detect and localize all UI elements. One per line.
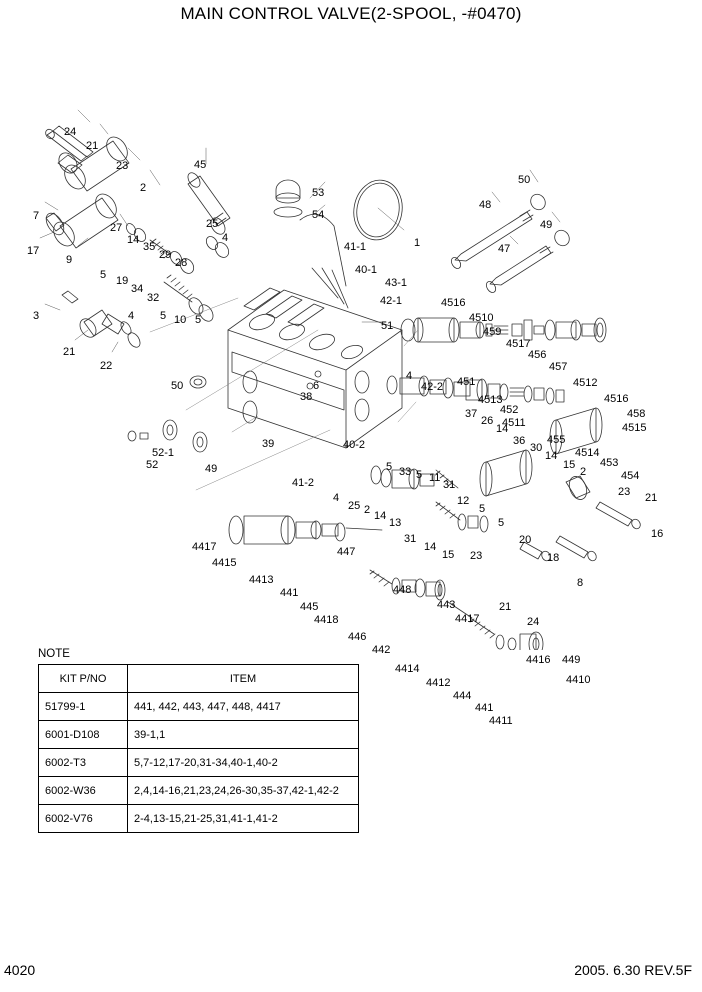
- part-callout: 459: [483, 326, 502, 338]
- part-callout: 448: [393, 584, 412, 596]
- part-callout: 14: [424, 541, 437, 553]
- part-callout: 7: [33, 210, 40, 222]
- part-callout: 2: [140, 182, 147, 194]
- part-callout: 454: [621, 470, 640, 482]
- part-callout: 2: [580, 466, 587, 478]
- part-callout: 40-2: [343, 439, 366, 451]
- part-callout: 41-1: [344, 241, 367, 253]
- part-callout: 449: [562, 654, 581, 666]
- part-callout: 5: [160, 310, 167, 322]
- part-callout: 13: [389, 517, 402, 529]
- table-row: [39, 777, 359, 805]
- column-header-item: ITEM: [128, 665, 359, 693]
- part-callout: 4513: [478, 394, 503, 406]
- part-callout: 5: [479, 503, 486, 515]
- part-callout: 5: [100, 269, 107, 281]
- part-callout: 4: [128, 310, 135, 322]
- part-callout: 4417: [192, 541, 217, 553]
- part-callout: 24: [64, 126, 77, 138]
- part-callout: 35: [143, 241, 156, 253]
- page-code: 4020: [4, 962, 36, 978]
- part-callout: 49: [540, 219, 553, 231]
- cell-kit-pno: 6001-D108: [39, 721, 128, 749]
- part-callout: 15: [442, 549, 455, 561]
- table-row: [39, 693, 359, 721]
- part-callout: 33: [399, 466, 412, 478]
- table-body: [39, 693, 359, 833]
- part-callout: 453: [600, 457, 619, 469]
- part-callout: 45: [194, 159, 207, 171]
- revision-date: 2005. 6.30 REV.5F: [574, 962, 692, 978]
- part-callout: 446: [348, 631, 367, 643]
- part-callout: 21: [63, 346, 76, 358]
- part-callout: 4412: [426, 677, 451, 689]
- part-callout: 18: [547, 552, 560, 564]
- part-callout: 14: [127, 234, 140, 246]
- cell-kit-pno: 6002-W36: [39, 777, 128, 805]
- part-callout: 2: [364, 504, 371, 516]
- part-callout: 14: [374, 510, 387, 522]
- part-callout: 452: [500, 404, 519, 416]
- part-callout: 4413: [249, 574, 274, 586]
- part-callout: 38: [300, 391, 313, 403]
- part-callout: 4414: [395, 663, 420, 675]
- part-callout: 5: [195, 314, 202, 326]
- part-callout: 21: [645, 492, 658, 504]
- part-callout: 4416: [526, 654, 551, 666]
- cell-item: 5,7-12,17-20,31-34,40-1,40-2: [128, 749, 359, 777]
- part-callout: 451: [457, 376, 476, 388]
- part-callout: 443: [437, 599, 456, 611]
- part-callout: 4: [406, 370, 413, 382]
- part-callout: 41-2: [292, 477, 315, 489]
- part-callout: 4516: [441, 297, 466, 309]
- part-callout: 47: [498, 243, 511, 255]
- table-header-row: [39, 665, 359, 693]
- part-callout: 14: [545, 450, 558, 462]
- part-callout: 4: [222, 232, 229, 244]
- part-callout: 27: [110, 222, 123, 234]
- part-callout: 444: [453, 690, 472, 702]
- part-callout: 24: [527, 616, 540, 628]
- part-callout: 37: [465, 408, 478, 420]
- cell-kit-pno: 6002-T3: [39, 749, 128, 777]
- part-callout: 9: [66, 254, 73, 266]
- cell-item: 441, 442, 443, 447, 448, 4417: [128, 693, 359, 721]
- part-callout: 4516: [604, 393, 629, 405]
- part-callout: 23: [116, 160, 129, 172]
- cell-kit-pno: 51799-1: [39, 693, 128, 721]
- part-callout: 1: [414, 237, 421, 249]
- table-row: [39, 721, 359, 749]
- part-callout: 54: [312, 209, 325, 221]
- part-callout: 4511: [502, 417, 526, 429]
- part-callout: 10: [174, 314, 187, 326]
- part-callout: 12: [457, 495, 470, 507]
- cell-item: 2-4,13-15,21-25,31,41-1,41-2: [128, 805, 359, 833]
- cell-item: 2,4,14-16,21,23,24,26-30,35-37,42-1,42-2: [128, 777, 359, 805]
- kit-note-table: [38, 664, 359, 833]
- part-callout: 48: [479, 199, 492, 211]
- part-callout: 42-2: [421, 381, 444, 393]
- part-callout: 5: [386, 461, 393, 473]
- part-callout: 11: [429, 472, 441, 484]
- part-callout: 5: [498, 517, 505, 529]
- part-callout: 441: [475, 702, 494, 714]
- part-callout: 25: [206, 218, 219, 230]
- part-callout: 4418: [314, 614, 339, 626]
- part-callout: 52-1: [152, 447, 175, 459]
- part-callout: 28: [175, 257, 188, 269]
- part-callout: 4512: [573, 377, 598, 389]
- part-callout: 31: [404, 533, 417, 545]
- part-callout: 4514: [575, 447, 600, 459]
- part-callout: 8: [577, 577, 584, 589]
- part-callout: 442: [372, 644, 391, 656]
- part-callout: 21: [86, 140, 99, 152]
- cell-item: 39-1,1: [128, 721, 359, 749]
- part-callout: 458: [627, 408, 646, 420]
- part-callout: 39: [262, 438, 275, 450]
- part-callout: 25: [348, 500, 361, 512]
- part-callout: 4410: [566, 674, 591, 686]
- part-callout: 4517: [506, 338, 531, 350]
- part-callout: 441: [280, 587, 299, 599]
- part-callout: 34: [131, 283, 144, 295]
- part-callout: 22: [100, 360, 113, 372]
- part-callout: 4415: [212, 557, 237, 569]
- part-callout: 4: [333, 492, 340, 504]
- part-callout: 50: [518, 174, 531, 186]
- part-callout: 31: [443, 479, 456, 491]
- part-callout: 455: [547, 434, 566, 446]
- part-callout: 20: [519, 534, 532, 546]
- part-callout: 49: [205, 463, 218, 475]
- page-title: MAIN CONTROL VALVE(2-SPOOL, -#0470): [180, 4, 522, 23]
- part-callout: 43-1: [385, 277, 408, 289]
- part-callout: 457: [549, 361, 568, 373]
- table-row: [39, 805, 359, 833]
- part-callout: 36: [513, 435, 526, 447]
- part-callout: 4417: [455, 613, 480, 625]
- part-callout: 19: [116, 275, 129, 287]
- part-callout: 30: [530, 442, 543, 454]
- part-callout: 4411: [489, 715, 513, 727]
- part-callout: 4510: [469, 312, 494, 324]
- part-callout: 53: [312, 187, 325, 199]
- part-callout: 3: [33, 310, 40, 322]
- part-callout: 50: [171, 380, 184, 392]
- part-callout: 456: [528, 349, 547, 361]
- part-callout: 51: [381, 320, 394, 332]
- part-callout: 15: [563, 459, 576, 471]
- part-callout: 14: [496, 423, 509, 435]
- part-callout: 16: [651, 528, 664, 540]
- part-callout: 4515: [622, 422, 647, 434]
- part-callout: 23: [618, 486, 631, 498]
- part-callout: 21: [499, 601, 512, 613]
- column-header-kit-pno: KIT P/NO: [39, 665, 128, 693]
- part-callout: 6: [313, 380, 320, 392]
- part-callout: 32: [147, 292, 160, 304]
- part-callout: 29: [159, 249, 172, 261]
- note-label: NOTE: [38, 648, 70, 660]
- cell-kit-pno: 6002-V76: [39, 805, 128, 833]
- part-callout: 40-1: [355, 264, 378, 276]
- part-callout: 26: [481, 415, 494, 427]
- part-callout: 17: [27, 245, 40, 257]
- part-callout: 445: [300, 601, 319, 613]
- part-callout: 52: [146, 459, 159, 471]
- part-callout: 5: [416, 469, 423, 481]
- table-row: [39, 749, 359, 777]
- part-callout: 42-1: [380, 295, 403, 307]
- part-callout: 23: [470, 550, 483, 562]
- part-callout: 447: [337, 546, 356, 558]
